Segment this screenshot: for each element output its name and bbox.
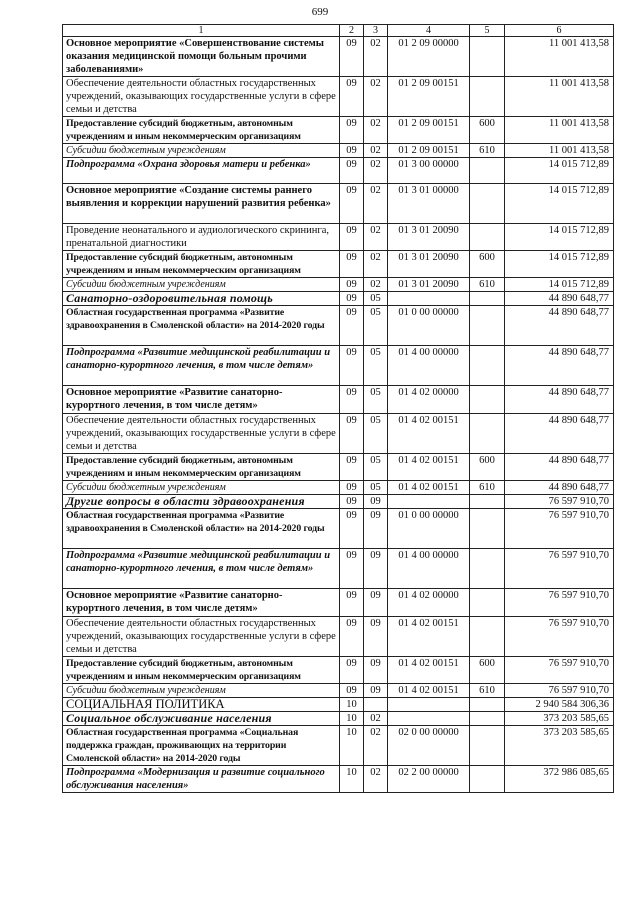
row-target-article-cell: 01 3 01 20090	[388, 251, 470, 278]
page-number: 699	[311, 6, 329, 18]
row-target-article-cell: 01 4 02 00151	[388, 657, 470, 684]
row-section-cell: 09	[340, 509, 364, 549]
row-name-cell: Основное мероприятие «Создание системы раннего выявления и коррекции нарушений развития ребенка»	[63, 184, 340, 224]
row-target-article-cell	[388, 292, 470, 306]
row-target-article-cell: 01 4 02 00151	[388, 454, 470, 481]
table-row	[63, 292, 614, 306]
row-expense-type-cell: 600	[470, 251, 505, 278]
row-expense-type-cell: 610	[470, 278, 505, 292]
table-row	[63, 158, 614, 184]
row-subsection-cell: 09	[364, 589, 388, 617]
row-section-cell: 09	[340, 495, 364, 509]
table-row	[63, 589, 614, 617]
row-subsection-cell: 05	[364, 386, 388, 414]
row-amount-cell: 76 597 910,70	[505, 589, 614, 617]
row-subsection-cell: 02	[364, 251, 388, 278]
row-expense-type-cell	[470, 224, 505, 251]
row-name-cell: Основное мероприятие «Совершенствование системы оказания медицинской помощи больным прочими заболеваниями»	[63, 37, 340, 77]
row-amount-cell: 11 001 413,58	[505, 144, 614, 158]
row-target-article-cell: 01 0 00 00000	[388, 509, 470, 549]
table-row	[63, 346, 614, 386]
row-expense-type-cell: 600	[470, 117, 505, 144]
table-row	[63, 698, 614, 712]
row-section-cell: 09	[340, 657, 364, 684]
row-amount-cell: 44 890 648,77	[505, 414, 614, 454]
row-section-cell: 09	[340, 144, 364, 158]
row-name-cell: Подпрограмма «Охрана здоровья матери и ребенка»	[63, 158, 340, 184]
row-subsection-cell: 02	[364, 278, 388, 292]
row-target-article-cell: 01 4 00 00000	[388, 346, 470, 386]
row-amount-cell: 14 015 712,89	[505, 184, 614, 224]
row-section-cell: 09	[340, 37, 364, 77]
row-target-article-cell	[388, 698, 470, 712]
row-subsection-cell: 09	[364, 495, 388, 509]
row-subsection-cell: 05	[364, 481, 388, 495]
budget-table-container	[62, 24, 613, 793]
table-row	[63, 617, 614, 657]
row-name-cell: Субсидии бюджетным учреждениям	[63, 278, 340, 292]
row-expense-type-cell	[470, 386, 505, 414]
row-subsection-cell: 09	[364, 617, 388, 657]
row-amount-cell: 44 890 648,77	[505, 481, 614, 495]
header-col-3: 3	[364, 25, 388, 37]
row-target-article-cell: 01 0 00 00000	[388, 306, 470, 346]
row-expense-type-cell	[470, 37, 505, 77]
row-name-cell: Субсидии бюджетным учреждениям	[63, 684, 340, 698]
row-section-cell: 09	[340, 549, 364, 589]
row-expense-type-cell	[470, 509, 505, 549]
row-subsection-cell: 02	[364, 184, 388, 224]
row-expense-type-cell: 600	[470, 454, 505, 481]
row-target-article-cell: 01 4 02 00151	[388, 617, 470, 657]
table-row	[63, 712, 614, 726]
row-target-article-cell: 01 4 00 00000	[388, 549, 470, 589]
row-name-cell: Предоставление субсидий бюджетным, автономным учреждениям и иным некоммерческим организациям	[63, 251, 340, 278]
row-name-cell: Основное мероприятие «Развитие санаторно-курортного лечения, в том числе детям»	[63, 589, 340, 617]
row-amount-cell: 44 890 648,77	[505, 346, 614, 386]
row-amount-cell: 373 203 585,65	[505, 726, 614, 766]
row-name-cell: Субсидии бюджетным учреждениям	[63, 144, 340, 158]
row-subsection-cell: 05	[364, 346, 388, 386]
row-expense-type-cell	[470, 292, 505, 306]
row-subsection-cell: 02	[364, 158, 388, 184]
row-name-cell: Подпрограмма «Развитие медицинской реабилитации и санаторно-курортного лечения, в том числе детям»	[63, 346, 340, 386]
row-target-article-cell: 01 3 01 00000	[388, 184, 470, 224]
row-target-article-cell	[388, 712, 470, 726]
row-name-cell: Предоставление субсидий бюджетным, автономным учреждениям и иным некоммерческим организациям	[63, 117, 340, 144]
row-section-cell: 09	[340, 184, 364, 224]
row-amount-cell: 11 001 413,58	[505, 77, 614, 117]
table-row	[63, 454, 614, 481]
row-section-cell: 09	[340, 306, 364, 346]
header-col-6: 6	[505, 25, 614, 37]
row-amount-cell: 44 890 648,77	[505, 386, 614, 414]
row-expense-type-cell	[470, 712, 505, 726]
row-amount-cell: 76 597 910,70	[505, 549, 614, 589]
row-subsection-cell: 02	[364, 712, 388, 726]
row-target-article-cell: 01 2 09 00151	[388, 77, 470, 117]
row-target-article-cell: 01 4 02 00000	[388, 386, 470, 414]
row-name-cell: СОЦИАЛЬНАЯ ПОЛИТИКА	[63, 698, 340, 712]
row-amount-cell: 44 890 648,77	[505, 306, 614, 346]
row-subsection-cell: 02	[364, 37, 388, 77]
row-expense-type-cell	[470, 726, 505, 766]
row-subsection-cell: 09	[364, 657, 388, 684]
row-target-article-cell: 01 2 09 00000	[388, 37, 470, 77]
row-subsection-cell: 05	[364, 292, 388, 306]
row-name-cell: Обеспечение деятельности областных государственных учреждений, оказывающих государственные услуги в сфере семьи и детства	[63, 617, 340, 657]
row-expense-type-cell: 610	[470, 144, 505, 158]
row-expense-type-cell	[470, 77, 505, 117]
row-target-article-cell: 02 0 00 00000	[388, 726, 470, 766]
table-row	[63, 684, 614, 698]
row-amount-cell: 14 015 712,89	[505, 224, 614, 251]
row-target-article-cell	[388, 495, 470, 509]
row-name-cell: Субсидии бюджетным учреждениям	[63, 481, 340, 495]
row-name-cell: Другие вопросы в области здравоохранения	[63, 495, 340, 509]
table-row	[63, 278, 614, 292]
row-subsection-cell	[364, 698, 388, 712]
table-row	[63, 495, 614, 509]
row-section-cell: 09	[340, 77, 364, 117]
row-name-cell: Областная государственная программа «Развитие здравоохранения в Смоленской области» на 2014-2020 годы	[63, 509, 340, 549]
table-row	[63, 509, 614, 549]
header-col-1: 1	[63, 25, 340, 37]
row-amount-cell: 14 015 712,89	[505, 251, 614, 278]
row-subsection-cell: 09	[364, 684, 388, 698]
row-target-article-cell: 01 4 02 00151	[388, 414, 470, 454]
row-amount-cell: 11 001 413,58	[505, 117, 614, 144]
row-amount-cell: 76 597 910,70	[505, 657, 614, 684]
row-target-article-cell: 01 2 09 00151	[388, 117, 470, 144]
row-name-cell: Предоставление субсидий бюджетным, автономным учреждениям и иным некоммерческим организациям	[63, 454, 340, 481]
row-subsection-cell: 09	[364, 509, 388, 549]
row-name-cell: Основное мероприятие «Развитие санаторно-курортного лечения, в том числе детям»	[63, 386, 340, 414]
row-name-cell: Санаторно-оздоровительная помощь	[63, 292, 340, 306]
row-amount-cell: 44 890 648,77	[505, 454, 614, 481]
table-row	[63, 37, 614, 77]
row-section-cell: 09	[340, 414, 364, 454]
header-col-4: 4	[388, 25, 470, 37]
row-section-cell: 10	[340, 726, 364, 766]
row-expense-type-cell	[470, 346, 505, 386]
row-name-cell: Областная государственная программа «Развитие здравоохранения в Смоленской области» на 2014-2020 годы	[63, 306, 340, 346]
row-expense-type-cell	[470, 589, 505, 617]
row-subsection-cell: 02	[364, 144, 388, 158]
row-target-article-cell: 01 2 09 00151	[388, 144, 470, 158]
row-amount-cell: 76 597 910,70	[505, 684, 614, 698]
row-amount-cell: 14 015 712,89	[505, 278, 614, 292]
row-name-cell: Обеспечение деятельности областных государственных учреждений, оказывающих государственные услуги в сфере семьи и детства	[63, 414, 340, 454]
row-section-cell: 09	[340, 224, 364, 251]
table-row	[63, 766, 614, 793]
row-expense-type-cell	[470, 766, 505, 793]
row-subsection-cell: 09	[364, 549, 388, 589]
row-name-cell: Подпрограмма «Развитие медицинской реабилитации и санаторно-курортного лечения, в том числе детям»	[63, 549, 340, 589]
row-subsection-cell: 05	[364, 306, 388, 346]
row-name-cell: Социальное обслуживание населения	[63, 712, 340, 726]
row-subsection-cell: 02	[364, 224, 388, 251]
row-section-cell: 09	[340, 278, 364, 292]
table-row	[63, 481, 614, 495]
row-target-article-cell: 01 3 00 00000	[388, 158, 470, 184]
table-row	[63, 549, 614, 589]
row-section-cell: 10	[340, 698, 364, 712]
row-expense-type-cell	[470, 495, 505, 509]
row-expense-type-cell	[470, 414, 505, 454]
table-row	[63, 117, 614, 144]
row-section-cell: 09	[340, 589, 364, 617]
row-section-cell: 09	[340, 117, 364, 144]
row-section-cell: 09	[340, 386, 364, 414]
row-section-cell: 09	[340, 292, 364, 306]
row-subsection-cell: 02	[364, 117, 388, 144]
row-expense-type-cell: 610	[470, 684, 505, 698]
table-row	[63, 144, 614, 158]
row-target-article-cell: 01 3 01 20090	[388, 224, 470, 251]
row-section-cell: 10	[340, 712, 364, 726]
row-amount-cell: 373 203 585,65	[505, 712, 614, 726]
row-name-cell: Областная государственная программа «Социальная поддержка граждан, проживающих на территории Смоленской области» на 2014-2020 годы	[63, 726, 340, 766]
row-expense-type-cell	[470, 184, 505, 224]
row-amount-cell: 11 001 413,58	[505, 37, 614, 77]
row-name-cell: Обеспечение деятельности областных государственных учреждений, оказывающих государственные услуги в сфере семьи и детства	[63, 77, 340, 117]
row-subsection-cell: 05	[364, 454, 388, 481]
row-section-cell: 09	[340, 684, 364, 698]
row-target-article-cell: 01 3 01 20090	[388, 278, 470, 292]
row-amount-cell: 372 986 085,65	[505, 766, 614, 793]
header-col-2: 2	[340, 25, 364, 37]
table-row	[63, 657, 614, 684]
table-row	[63, 77, 614, 117]
table-row	[63, 306, 614, 346]
row-expense-type-cell: 600	[470, 657, 505, 684]
row-expense-type-cell: 610	[470, 481, 505, 495]
row-amount-cell: 14 015 712,89	[505, 158, 614, 184]
row-target-article-cell: 01 4 02 00151	[388, 684, 470, 698]
row-section-cell: 09	[340, 251, 364, 278]
header-col-5: 5	[470, 25, 505, 37]
row-expense-type-cell	[470, 617, 505, 657]
row-subsection-cell: 02	[364, 77, 388, 117]
row-expense-type-cell	[470, 698, 505, 712]
row-amount-cell: 76 597 910,70	[505, 617, 614, 657]
row-amount-cell: 44 890 648,77	[505, 292, 614, 306]
row-section-cell: 09	[340, 158, 364, 184]
row-subsection-cell: 02	[364, 726, 388, 766]
row-expense-type-cell	[470, 158, 505, 184]
row-amount-cell: 2 940 584 306,36	[505, 698, 614, 712]
table-row	[63, 414, 614, 454]
row-section-cell: 09	[340, 481, 364, 495]
table-row	[63, 184, 614, 224]
row-subsection-cell: 05	[364, 414, 388, 454]
row-target-article-cell: 02 2 00 00000	[388, 766, 470, 793]
row-amount-cell: 76 597 910,70	[505, 495, 614, 509]
row-subsection-cell: 02	[364, 766, 388, 793]
row-name-cell: Проведение неонатального и аудиологического скрининга, пренатальной диагностики	[63, 224, 340, 251]
table-row	[63, 726, 614, 766]
row-expense-type-cell	[470, 306, 505, 346]
row-section-cell: 09	[340, 617, 364, 657]
row-name-cell: Предоставление субсидий бюджетным, автономным учреждениям и иным некоммерческим организациям	[63, 657, 340, 684]
table-row	[63, 386, 614, 414]
row-section-cell: 09	[340, 346, 364, 386]
row-expense-type-cell	[470, 549, 505, 589]
row-target-article-cell: 01 4 02 00151	[388, 481, 470, 495]
table-header-row	[63, 25, 614, 37]
table-row	[63, 224, 614, 251]
row-amount-cell: 76 597 910,70	[505, 509, 614, 549]
row-section-cell: 10	[340, 766, 364, 793]
table-body	[63, 37, 614, 793]
table-row	[63, 251, 614, 278]
budget-table	[62, 24, 614, 793]
row-name-cell: Подпрограмма «Модернизация и развитие социального обслуживания населения»	[63, 766, 340, 793]
row-section-cell: 09	[340, 454, 364, 481]
row-target-article-cell: 01 4 02 00000	[388, 589, 470, 617]
